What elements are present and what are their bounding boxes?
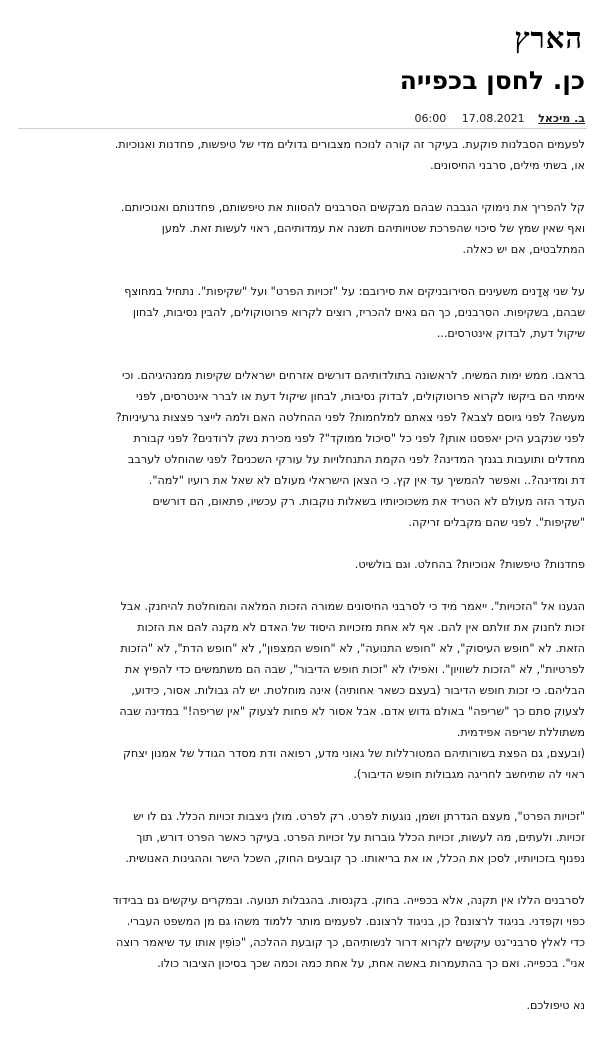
paragraph-line: שיקול דעת, לבדוק אינטרסים... xyxy=(436,327,585,340)
paragraph-line: מעשה? לפני גיוסם לצבא? לפני צאתם למלחמות? לפני ההחלטה האם ולמה לייצר פצצות גרעיניות? xyxy=(115,411,585,424)
paragraph-line: דת ומדינה?.. ואפשר להמשיך עד אין קץ. כי הצאן הישראלי מעולם לא שאל את רועיו "למה". xyxy=(148,474,585,487)
author-link[interactable]: ב. מיכאל xyxy=(538,112,585,125)
paragraph-line: זכות לחנוק את זולתם אין להם. אף לא אחת מזכויות היסוד של האדם לא מקנה להם את הזכות xyxy=(137,621,585,634)
article-paragraph xyxy=(14,197,585,260)
paragraph-line: "זכויות הפרט", מעצם הגדרתן ושמן, נוגעות לפרט. רק לפרט. מולן ניצבות זכויות הכלל. גם לו יש xyxy=(133,810,585,823)
paragraph-line: לפרטיות", לא "הזכות לשוויון". ואפילו לא "זכות חופש הדיבור", שבה הם משתמשים כדי להפיץ את xyxy=(124,663,585,676)
paragraph-line: שבהם, בשקיפות. הסרבנים, כך הם גאים להכריז, רוצים לקרוא פרוטוקולים, להבין נסיבות, לבחון xyxy=(132,306,585,319)
paragraph-line: כדי לאלץ סרבני־גט עיקשים לקרוא דרור לנשותיהם, כך קובעת ההלכה, "כּוֹפִין אותו עד שיאמר רוצה xyxy=(116,936,585,949)
byline-divider xyxy=(18,128,587,129)
paragraph-line: קל להפריך את נימוקי הגבבה שבהם מבקשים הסרבנים להסוות את טיפשותם, פחדנותם ואנוכיותם. xyxy=(120,201,585,214)
paragraph-line: העדר הזה מעולם לא הטריד את משכוכיותיו בשאלות נוקבות. רק עכשיו, פתאום, הם דורשים xyxy=(152,495,585,508)
publish-date: 17.08.2021 xyxy=(461,112,525,125)
paragraph-line: ואף שאין שמץ של סיכוי שהפרכת שטויותיהם תשנה את עמדותיהם, ראוי לעשות זאת. למען xyxy=(161,222,585,235)
paragraph-line: ראוי לה שתיחשב לחריגה מגבולות חופש הדיבור). xyxy=(353,768,585,781)
paragraph-line: לפעמים הסבלנות פוקעת. בעיקר זה קורה לנוכח מצבורים גדולים מדי של טיפשות, פחדנות ואנוכיות. xyxy=(114,138,585,151)
paragraph-line: על שני אֲדָנים משעינים הסירובניקים את סירובם: על "זכויות הפרט" ועל "שקיפות". נתחיל במחוצף xyxy=(124,285,585,298)
paragraph-line: פחדנות? טיפשות? אנוכיות? בהחלט. וגם בולשיט. xyxy=(354,558,585,571)
paragraph-line: זכויות. ולעתים, מה לעשות, זכויות הכלל גוברות על זכויות הפרט. בעיקר כאשר הפרט דורש, תוך xyxy=(136,831,585,844)
article-paragraph xyxy=(14,806,585,869)
paragraph-line: "שקיפות". לפני שהם מקבלים זריקה. xyxy=(408,516,585,529)
paragraph-line: נפנוף בזכויותיו, לסכן את הכלל, או את בריאותו. כך קובעים החוק, השכל הישר וההגינות האנושית. xyxy=(125,852,585,865)
paragraph-line: (ובעצם, גם הפצת בשורותיהם המטורללות של גאוני מדע, רפואה ודת מסדר הגודל של אמנון יצחק xyxy=(123,747,585,760)
paragraph-line: אני". בכפייה. ואם כך בהתעמרות באשה אחת, על אחת כמה וכמה שכך בסיכון הציבור כולו. xyxy=(157,957,585,970)
paragraph-line: בראבו. ממש ימות המשיח. לראשונה בתולדותיהם דורשים אזרחים ישראלים שקיפות ממנהיגיהם. וכי xyxy=(122,369,585,382)
site-logo[interactable]: הארץ xyxy=(514,21,583,55)
article-paragraph xyxy=(14,281,585,344)
publish-time: 06:00 xyxy=(414,112,447,125)
paragraph-line: משתוללת שריפה אפידמית. xyxy=(456,726,585,739)
paragraph-line: אימתי הם ביקשו לקרוא פרוטוקולים, לבדוק נסיבות, לבחון שיקול דעת או לברר אינטרסים, לפני xyxy=(135,390,585,403)
paragraph-line: לפני שנקבע היכן יאפסנו אותן? לפני כל "סיכול ממוקד"? לפני מכירת נשק לרודנים? לפני קבורת xyxy=(133,432,585,445)
article-paragraph xyxy=(14,890,585,974)
paragraph-line: או, בשתי מילים, סרבני החיסונים. xyxy=(430,159,585,172)
article-paragraph xyxy=(14,596,585,785)
article-paragraph xyxy=(14,134,585,176)
paragraph-line: המתלבטים, אם יש כאלה. xyxy=(462,243,585,256)
article-paragraph xyxy=(14,554,585,575)
paragraph-line: לצעוק סתם כך "שריפה" באולם גדוש אדם. אבל אסור לא פחות לצעוק "אין שריפה!" במדינה שבה xyxy=(119,705,585,718)
article-paragraph xyxy=(14,365,585,533)
article-paragraph xyxy=(14,995,585,1016)
article-body xyxy=(14,134,585,1037)
paragraph-line: מחדלים ותועבות בגנזך המדינה? לפני הקמת התנחלויות על עורקי השכנים? לפני שהוחלט לערבב xyxy=(127,453,585,466)
paragraph-line: הבליהם. כי זכות חופש הדיבור (בעצם כשאר אחותיה) אינה מוחלטת. יש לה גבולות. אסור, כידוע, xyxy=(131,684,585,697)
paragraph-line: הזאת. לא "חופש העיסוק", לא "חופש התנועה", לא "חופש המצפון", לא "חופש הדת", לא "הזכות xyxy=(120,642,585,655)
article-title: כן. לחסן בכפייה xyxy=(399,66,585,95)
paragraph-line: כפוי וקפדני. בניגוד לרצונם? כן, בניגוד לרצונם. לפעמים מותר ללמוד משהו גם מן המשפט העברי. xyxy=(126,915,585,928)
byline xyxy=(415,112,586,126)
paragraph-line: לסרבנים הללו אין תקנה, אלא בכפייה. בחוק. בקנסות. בהגבלות תנועה. ובמקרים עיקשים גם בבידוד xyxy=(112,894,585,907)
paragraph-line: נא טיפולכם. xyxy=(526,999,585,1012)
paragraph-line: הגענו אל "הזכויות". ייאמר מיד כי לסרבני החיסונים שמורה הזכות המלאה והמוחלטת להיחנק. אבל xyxy=(120,600,585,613)
